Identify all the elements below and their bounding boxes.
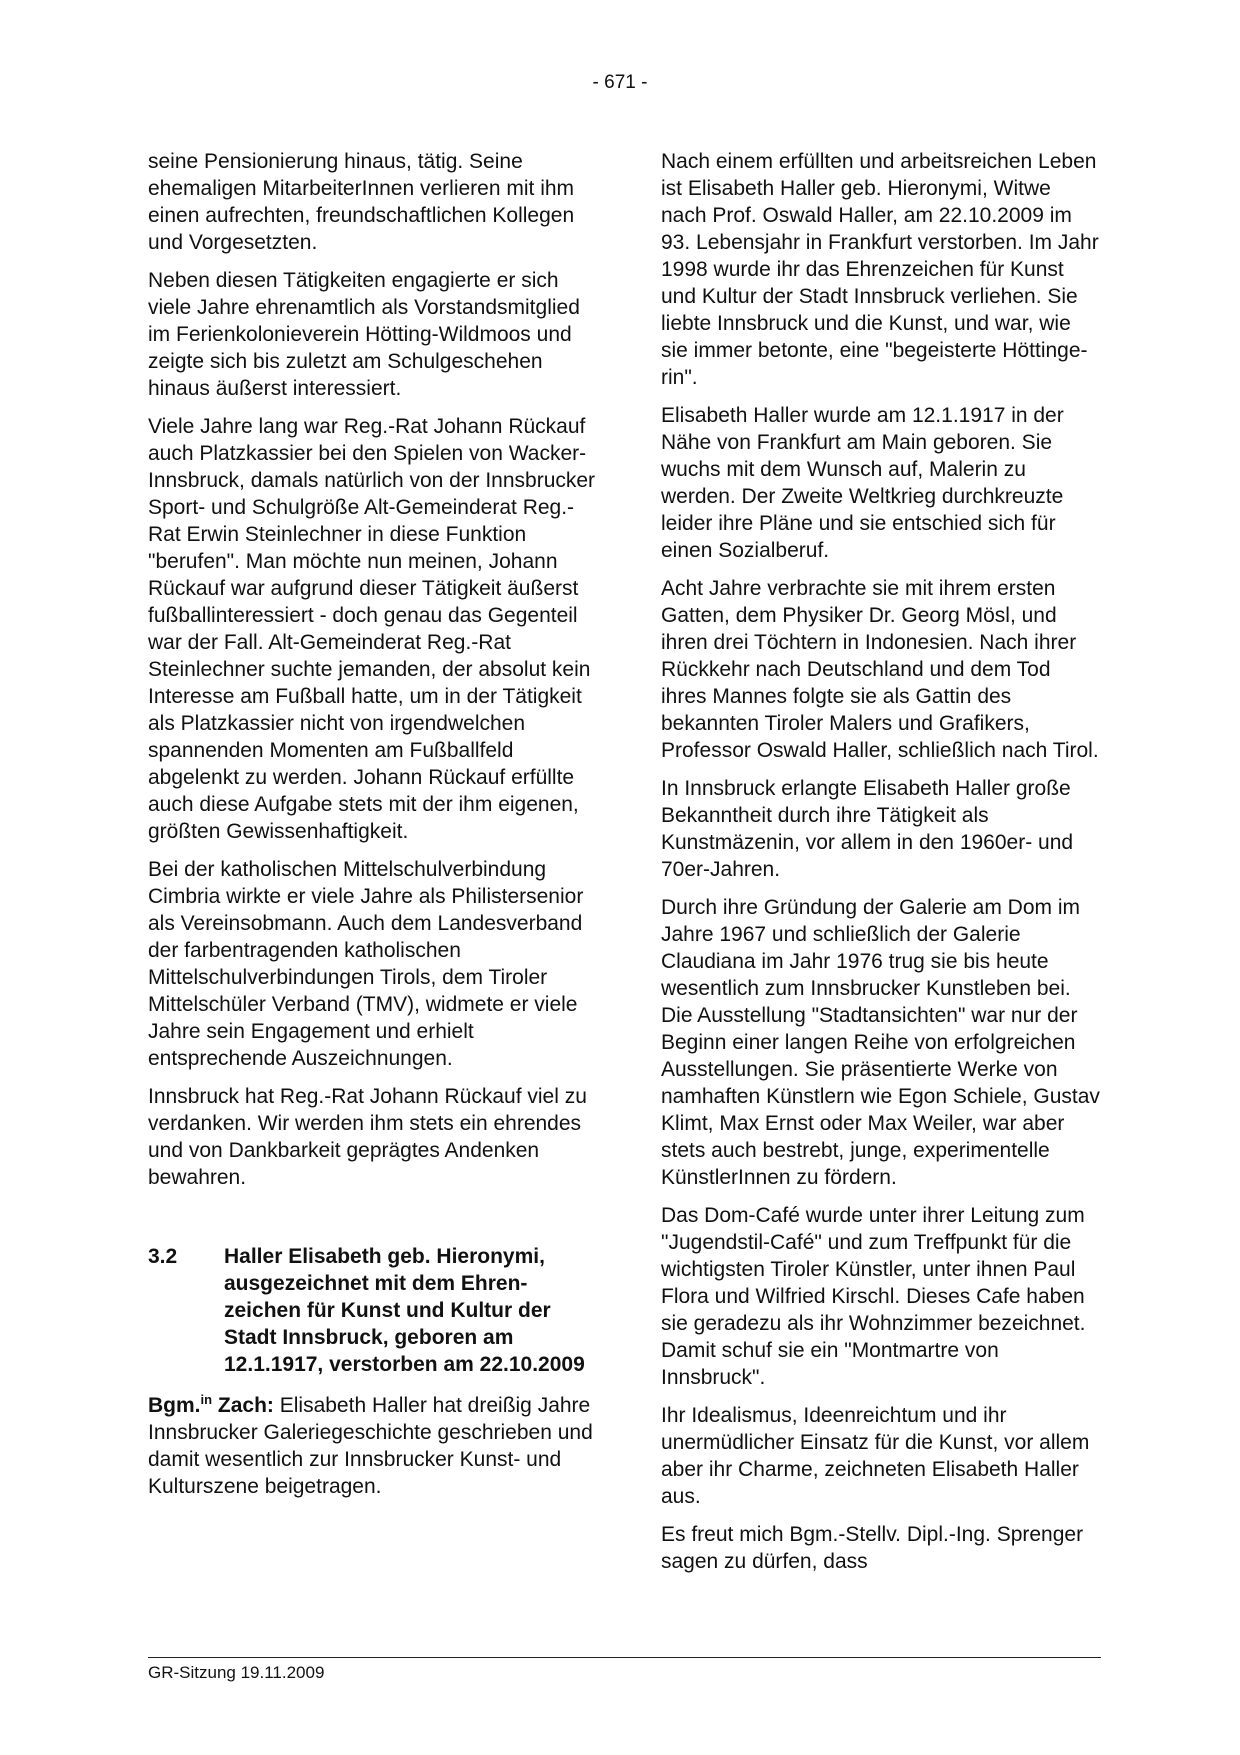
paragraph: Durch ihre Gründung der Galerie am Dom im Jahre 1967 und schließlich der Galerie Claudiana im Jahr 1976 trug sie bis heute wesentlich zum Innsbrucker Kunstleben bei. Die Ausstellung "Stadtansichten" war nur der Beginn einer langen Reihe von erfolgreichen Ausstellungen. Sie präsentierte Werke von namhaften Künstlern wie Egon Schiele, Gustav Klimt, Max Ernst oder Max Weiler, war aber stets auch bestrebt, junge, experimentelle KünstlerInnen zu fördern. [661, 896, 1100, 1189]
paragraph: seine Pensionierung hinaus, tätig. Seine ehemaligen MitarbeiterInnen verlieren mit ihm einen aufrechten, freundschaftlichen Kollegen und Vorgesetzten. [148, 150, 575, 254]
footer-text: GR-Sitzung 19.11.2009 [148, 1663, 325, 1682]
speaker-paragraph [148, 1392, 596, 1500]
section-title: Haller Elisabeth geb. Hieronymi, ausgezeichnet mit dem Ehrenzeichen für Kunst und Kultur der Stadt Innsbruck, geboren am 12.1.1917, verstorben am 22.10.2009 [224, 1245, 585, 1376]
section-number: 3.2 [148, 1245, 178, 1268]
section-heading [148, 1243, 596, 1378]
speaker-superscript: in [200, 1392, 213, 1407]
right-column [661, 148, 1101, 1586]
paragraph: Viele Jahre lang war Reg.-Rat Johann Rückauf auch Platzkassier bei den Spielen von Wacker-Innsbruck, damals natürlich von der Innsbrucker Sport- und Schulgröße Alt-Gemeinderat Reg.-Rat Erwin Steinlechner in diese Funktion "berufen". Man möchte nun meinen, Johann Rückauf war aufgrund dieser Tätigkeit äußerst fußballinteressiert - doch genau das Gegenteil war der Fall. Alt-Gemeinderat Reg.-Rat Steinlechner suchte jemanden, der absolut kein Interesse am Fußball hatte, um in der Tätigkeit als Platzkassier nicht von irgendwelchen spannenden Momenten am Fußballfeld abgelenkt zu werden. Johann Rückauf erfüllte auch diese Aufgabe stets mit der ihm eigenen, größten Gewissenhaftigkeit. [148, 415, 596, 843]
paragraph: Elisabeth Haller wurde am 12.1.1917 in der Nähe von Frankfurt am Main geboren. Sie wuchs mit dem Wunsch auf, Malerin zu werden. Der Zweite Weltkrieg durchkreuzte leider ihre Pläne und sie entschied sich für einen Sozialberuf. [661, 404, 1064, 562]
paragraph: Es freut mich Bgm.-Stellv. Dipl.-Ing. Sprenger sagen zu dürfen, dass [661, 1523, 1084, 1573]
paragraph: Bei der katholischen Mittelschulverbindung Cimbria wirkte er viele Jahre als Philistersenior als Vereinsobmann. Auch dem Landesverband der farbentragenden katholischen Mittelschulverbindungen Tirols, dem Tiroler Mittelschüler Verband (TMV), widmete er viele Jahre sein Engagement und erhielt entsprechende Auszeichnungen. [148, 858, 584, 1070]
paragraph: Innsbruck hat Reg.-Rat Johann Rückauf viel zu verdanken. Wir werden ihm stets ein ehrendes und von Dankbarkeit geprägtes Andenken bewahren. [148, 1085, 587, 1189]
page-number: - 671 - [592, 72, 648, 93]
speaker-role: Zach: [212, 1394, 274, 1417]
paragraph: Ihr Idealismus, Ideenreichtum und ihr unermüdlicher Einsatz für die Kunst, vor allem aber ihr Charme, zeichneten Elisabeth Haller aus. [661, 1404, 1090, 1508]
paragraph: Nach einem erfüllten und arbeitsreichen Leben ist Elisabeth Haller geb. Hieronymi, Witwe nach Prof. Oswald Haller, am 22.10.2009 im 93. Lebensjahr in Frankfurt verstorben. Im Jahr 1998 wurde ihr das Ehrenzeichen für Kunst und Kultur der Stadt Innsbruck verliehen. Sie liebte Innsbruck und die Kunst, und war, wie sie immer betonte, eine "begeisterte Höttingerin". [661, 150, 1099, 389]
paragraph: Acht Jahre verbrachte sie mit ihrem ersten Gatten, dem Physiker Dr. Georg Mösl, und ihren drei Töchtern in Indonesien. Nach ihrer Rückkehr nach Deutschland und dem Tod ihres Mannes folgte sie als Gattin des bekannten Tiroler Malers und Grafikers, Professor Oswald Haller, schließlich nach Tirol. [661, 577, 1099, 762]
speaker-text: Elisabeth Haller hat dreißig Jahre Innsbrucker Galeriegeschichte geschrieben und damit wesentlich zur Innsbrucker Kunst- und Kulturszene beigetragen. [148, 1394, 593, 1498]
speaker-name: Bgm. [148, 1394, 201, 1417]
footer-divider [148, 1657, 1101, 1658]
paragraph: Neben diesen Tätigkeiten engagierte er sich viele Jahre ehrenamtlich als Vorstandsmitglied im Ferienkolonieverein Hötting-Wildmoos und zeigte sich bis zuletzt am Schulgeschehen hinaus äußerst interessiert. [148, 269, 580, 400]
speaker-label [148, 1394, 274, 1417]
left-column [148, 148, 596, 1511]
paragraph: Das Dom-Café wurde unter ihrer Leitung zum "Jugendstil-Café" und zum Treffpunkt für die wichtigsten Tiroler Künstler, unter ihnen Paul Flora und Wilfried Kirschl. Dieses Cafe haben sie geradezu als ihr Wohnzimmer bezeichnet. Damit schuf sie ein "Montmartre von Innsbruck". [661, 1204, 1086, 1389]
paragraph: In Innsbruck erlangte Elisabeth Haller große Bekanntheit durch ihre Tätigkeit als Kunstmäzenin, vor allem in den 1960er- und 70er-Jahren. [661, 777, 1074, 881]
